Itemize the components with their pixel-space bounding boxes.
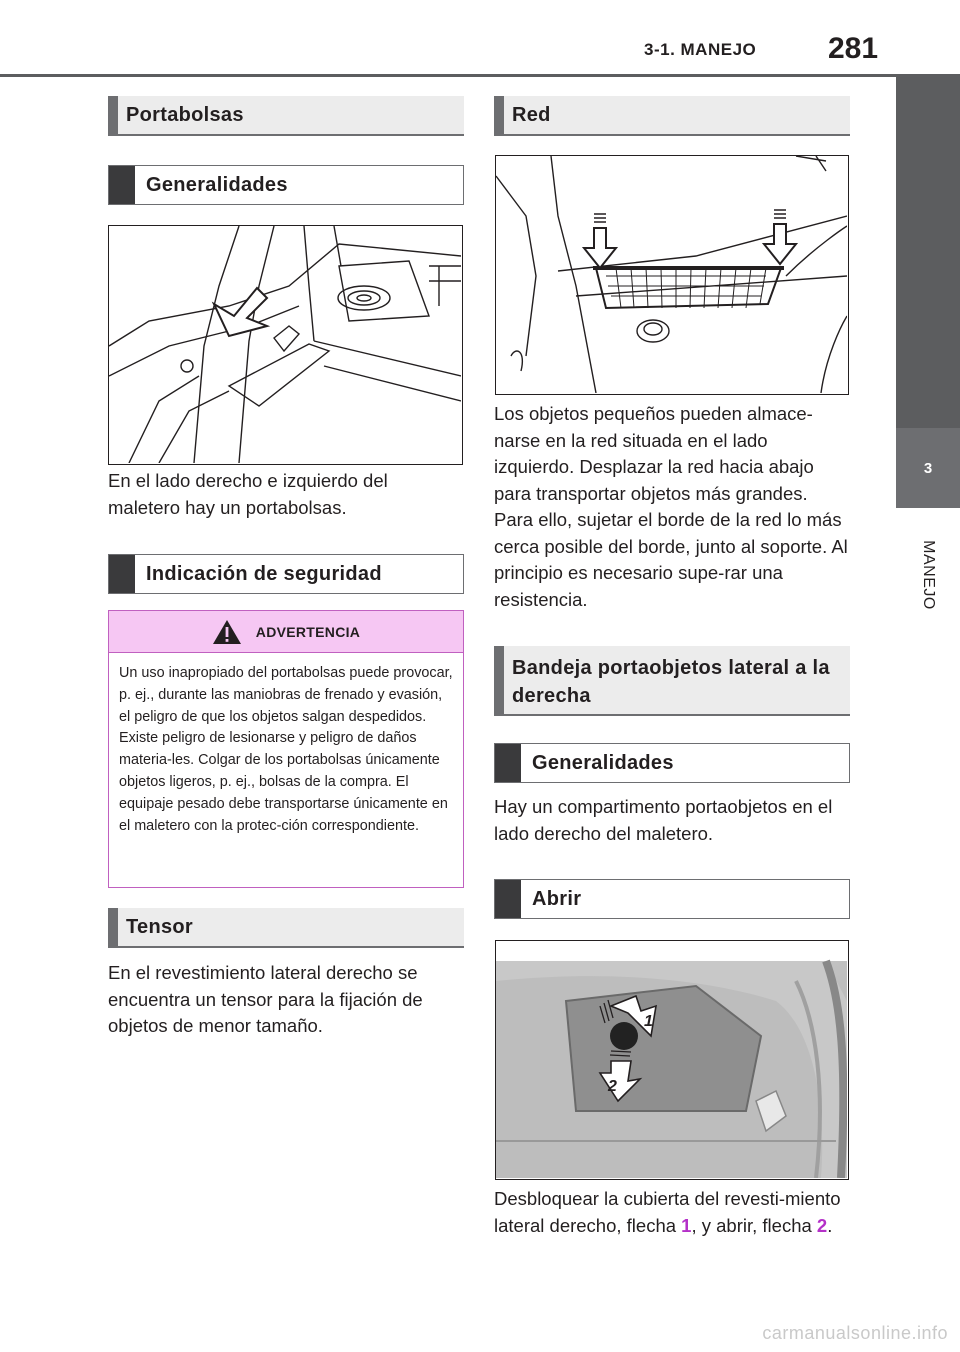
arrow-number-1: 1: [681, 1214, 692, 1236]
net-illustration: [496, 156, 847, 393]
warning-text: Un uso inapropiado del portabolsas puede provocar, p. ej., durante las maniobras de frenado y evasión, el peligro de que los objetos salgan despedidos. Existe peligro de lesionarse y peligro de daños materia-les. Colgar de los portabolsas únicamente objetos ligeros, p. ej., bolsas de la compra. El equipaje pesado debe transportarse únicamente en el maletero con la protec-ción correspondiente.: [119, 665, 453, 834]
heading-generalidades: Generalidades: [108, 165, 464, 205]
warning-box: [108, 610, 464, 888]
paragraph-red: Los objetos pequeños pueden almace-narse en la red situada en el lado izquierdo. Desplazar la red hacia abajo para transportar objetos más grandes. Para ello, sujetar el borde de la red lo más cerca posible del borde, junto al soporte. Al principio es necesario supe-rar una resistencia.: [494, 403, 848, 610]
paragraph-portabolsas: En el lado derecho e izquierdo del maletero hay un portabolsas.: [108, 470, 388, 518]
heading-abrir: Abrir: [494, 879, 850, 919]
figure-bag-hook: [108, 225, 463, 465]
warning-triangle-icon: [212, 619, 242, 645]
warning-header: [109, 611, 463, 653]
heading-indicacion-seguridad: Indicación de seguridad: [108, 554, 464, 594]
chapter-tab-label: MANEJO: [920, 540, 938, 610]
chapter-tab-bar: [896, 77, 960, 428]
watermark: carmanualsonline.info: [762, 1323, 948, 1343]
figure-net: [495, 155, 849, 395]
heading-generalidades-bandeja: Generalidades: [494, 743, 850, 783]
heading-red: Red: [494, 96, 850, 136]
figure-label-1: 1: [644, 1013, 653, 1030]
header-rule: [0, 74, 960, 77]
paragraph-tensor: En el revestimiento lateral derecho se encuentra un tensor para la fijación de objetos de menor tamaño.: [108, 962, 423, 1036]
arrow-number-2: 2: [816, 1214, 828, 1236]
section-title: 3-1. MANEJO: [644, 40, 757, 59]
chapter-tab-number: 3: [896, 428, 960, 508]
figure-label-2: 2: [608, 1078, 617, 1095]
page-number: 281: [828, 32, 879, 65]
bag-hook-illustration: [109, 226, 461, 463]
figure-side-compartment: [495, 940, 849, 1180]
heading-tensor: Tensor: [108, 908, 464, 948]
heading-portabolsas: Portabolsas: [108, 96, 464, 136]
heading-bandeja: Bandeja portaobjetos lateral a la derecha: [494, 646, 850, 716]
paragraph-bandeja: Hay un compartimento portaobjetos en el lado derecho del maletero.: [494, 796, 833, 844]
paragraph-abrir: Desbloquear la cubierta del revesti-miento lateral derecho, flecha 1, y abrir, flecha 2.: [494, 1188, 841, 1236]
warning-title: ADVERTENCIA: [255, 623, 361, 640]
side-compartment-photo: [496, 941, 847, 1178]
